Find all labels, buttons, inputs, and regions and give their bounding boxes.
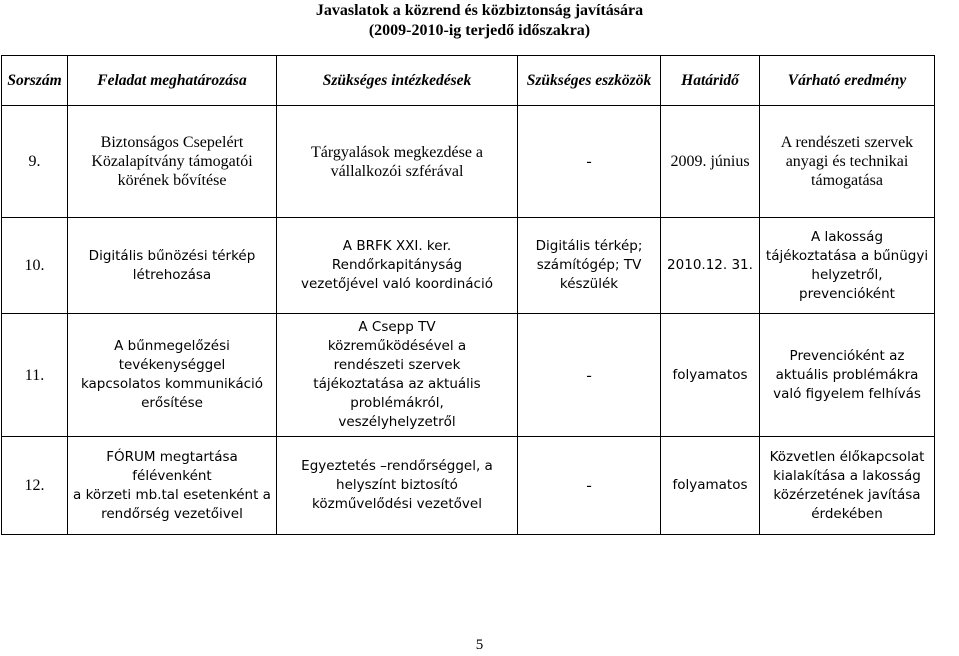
task-line: létrehozása (132, 266, 212, 283)
measures-line: tájékoztatása az aktuális (313, 376, 481, 392)
measures-line: Tárgyalások megkezdése a (310, 143, 484, 161)
measures-line: Rendőrkapitányság (331, 257, 463, 273)
table-row (2, 314, 935, 437)
measures-line: közreműködésével a (327, 338, 467, 354)
result-line: Közvetlen élőkapcsolat (769, 448, 925, 465)
result-cell (760, 106, 935, 218)
task-line: A bűnmegelőzési tevékenységgel (114, 338, 230, 373)
measures-line: veszélyhelyzetről (338, 414, 456, 430)
tools-line: számítógép; TV (536, 257, 642, 273)
task-cell (68, 437, 277, 535)
header-eszkozok: Szükséges eszközök (518, 56, 661, 106)
table-row (2, 106, 935, 218)
result-line: Prevencióként az (789, 347, 905, 364)
result-cell (760, 218, 935, 314)
tools-line: készülék (559, 276, 619, 292)
tools-cell (518, 218, 661, 314)
result-line: anyagi és technikai (785, 153, 909, 170)
task-line: rendőrség vezetőivel (101, 505, 243, 522)
result-line: közérzetének javítása (773, 486, 921, 503)
task-cell (68, 218, 277, 314)
task-line: erősítése (141, 395, 203, 411)
header-hatarido: Határidő (661, 56, 760, 106)
result-cell (760, 437, 935, 535)
title-line-1: Javaslatok a közrend és közbiztonság javítására (315, 2, 644, 19)
table-header-row (2, 56, 935, 106)
header-eredmeny: Várható eredmény (760, 56, 935, 106)
row-number: 11. (2, 314, 68, 437)
row-number: 9. (2, 106, 68, 218)
table-row (2, 437, 935, 535)
measures-line: közművelődési vezetővel (312, 496, 482, 512)
measures-line: problémákról, (350, 395, 444, 411)
measures-cell (277, 314, 518, 437)
header-sorszam: Sorszám (2, 56, 68, 106)
result-line: tájékoztatása a bűnügyi (765, 247, 929, 264)
task-cell (68, 314, 277, 437)
measures-line: rendészeti szervek (333, 357, 461, 373)
row-number: 10. (2, 218, 68, 314)
measures-line: vezetőjével való koordináció (301, 276, 493, 292)
task-line: kapcsolatos kommunikáció (80, 376, 264, 392)
result-line: érdekében (811, 505, 883, 522)
result-cell (760, 314, 935, 437)
tools-cell: - (518, 314, 661, 437)
result-line: helyzetről, (811, 266, 883, 283)
result-line: A lakosság (810, 228, 884, 245)
result-line: A rendészeti szervek (780, 134, 914, 151)
measures-line: vállalkozói szférával (330, 162, 464, 180)
tools-cell: - (518, 106, 661, 218)
measures-line: A Csepp TV (358, 319, 436, 335)
task-cell (68, 106, 277, 218)
task-line: körének bővítése (117, 172, 227, 189)
deadline-cell: 2010.12. 31. (661, 218, 760, 314)
tools-cell: - (518, 437, 661, 535)
page-number: 5 (475, 637, 484, 653)
task-line: Digitális bűnözési térkép (88, 247, 256, 264)
measures-line: helyszínt biztosító (336, 477, 458, 493)
action-plan-table (1, 55, 935, 535)
measures-line: Egyeztetés –rendőrséggel, a (301, 458, 493, 474)
measures-cell (277, 437, 518, 535)
result-line: aktuális problémákra (775, 366, 919, 383)
measures-cell (277, 218, 518, 314)
task-line: a körzeti mb.tal esetenként a (73, 486, 271, 503)
tools-line: Digitális térkép; (535, 238, 643, 254)
task-line: Biztonságos Csepelért (100, 134, 244, 151)
result-line: kialakítása a lakosság (773, 467, 921, 484)
header-feladat: Feladat meghatározása (68, 56, 277, 106)
result-line: támogatása (811, 172, 883, 189)
measures-cell (277, 106, 518, 218)
result-line: prevencióként (799, 285, 895, 302)
result-line: való figyelem felhívás (773, 385, 921, 402)
measures-line: A BRFK XXI. ker. (342, 238, 452, 254)
title-line-2: (2009-2010-ig terjedő időszakra) (368, 22, 591, 39)
row-number: 12. (2, 437, 68, 535)
deadline-cell: folyamatos (661, 437, 760, 535)
task-line: FÓRUM megtartása félévenként (106, 448, 238, 484)
table-row (2, 218, 935, 314)
deadline-cell: 2009. június (661, 106, 760, 218)
header-intezkedesek: Szükséges intézkedések (277, 56, 518, 106)
deadline-cell: folyamatos (661, 314, 760, 437)
document-title (0, 1, 959, 41)
task-line: Közalapítvány támogatói (91, 153, 253, 170)
